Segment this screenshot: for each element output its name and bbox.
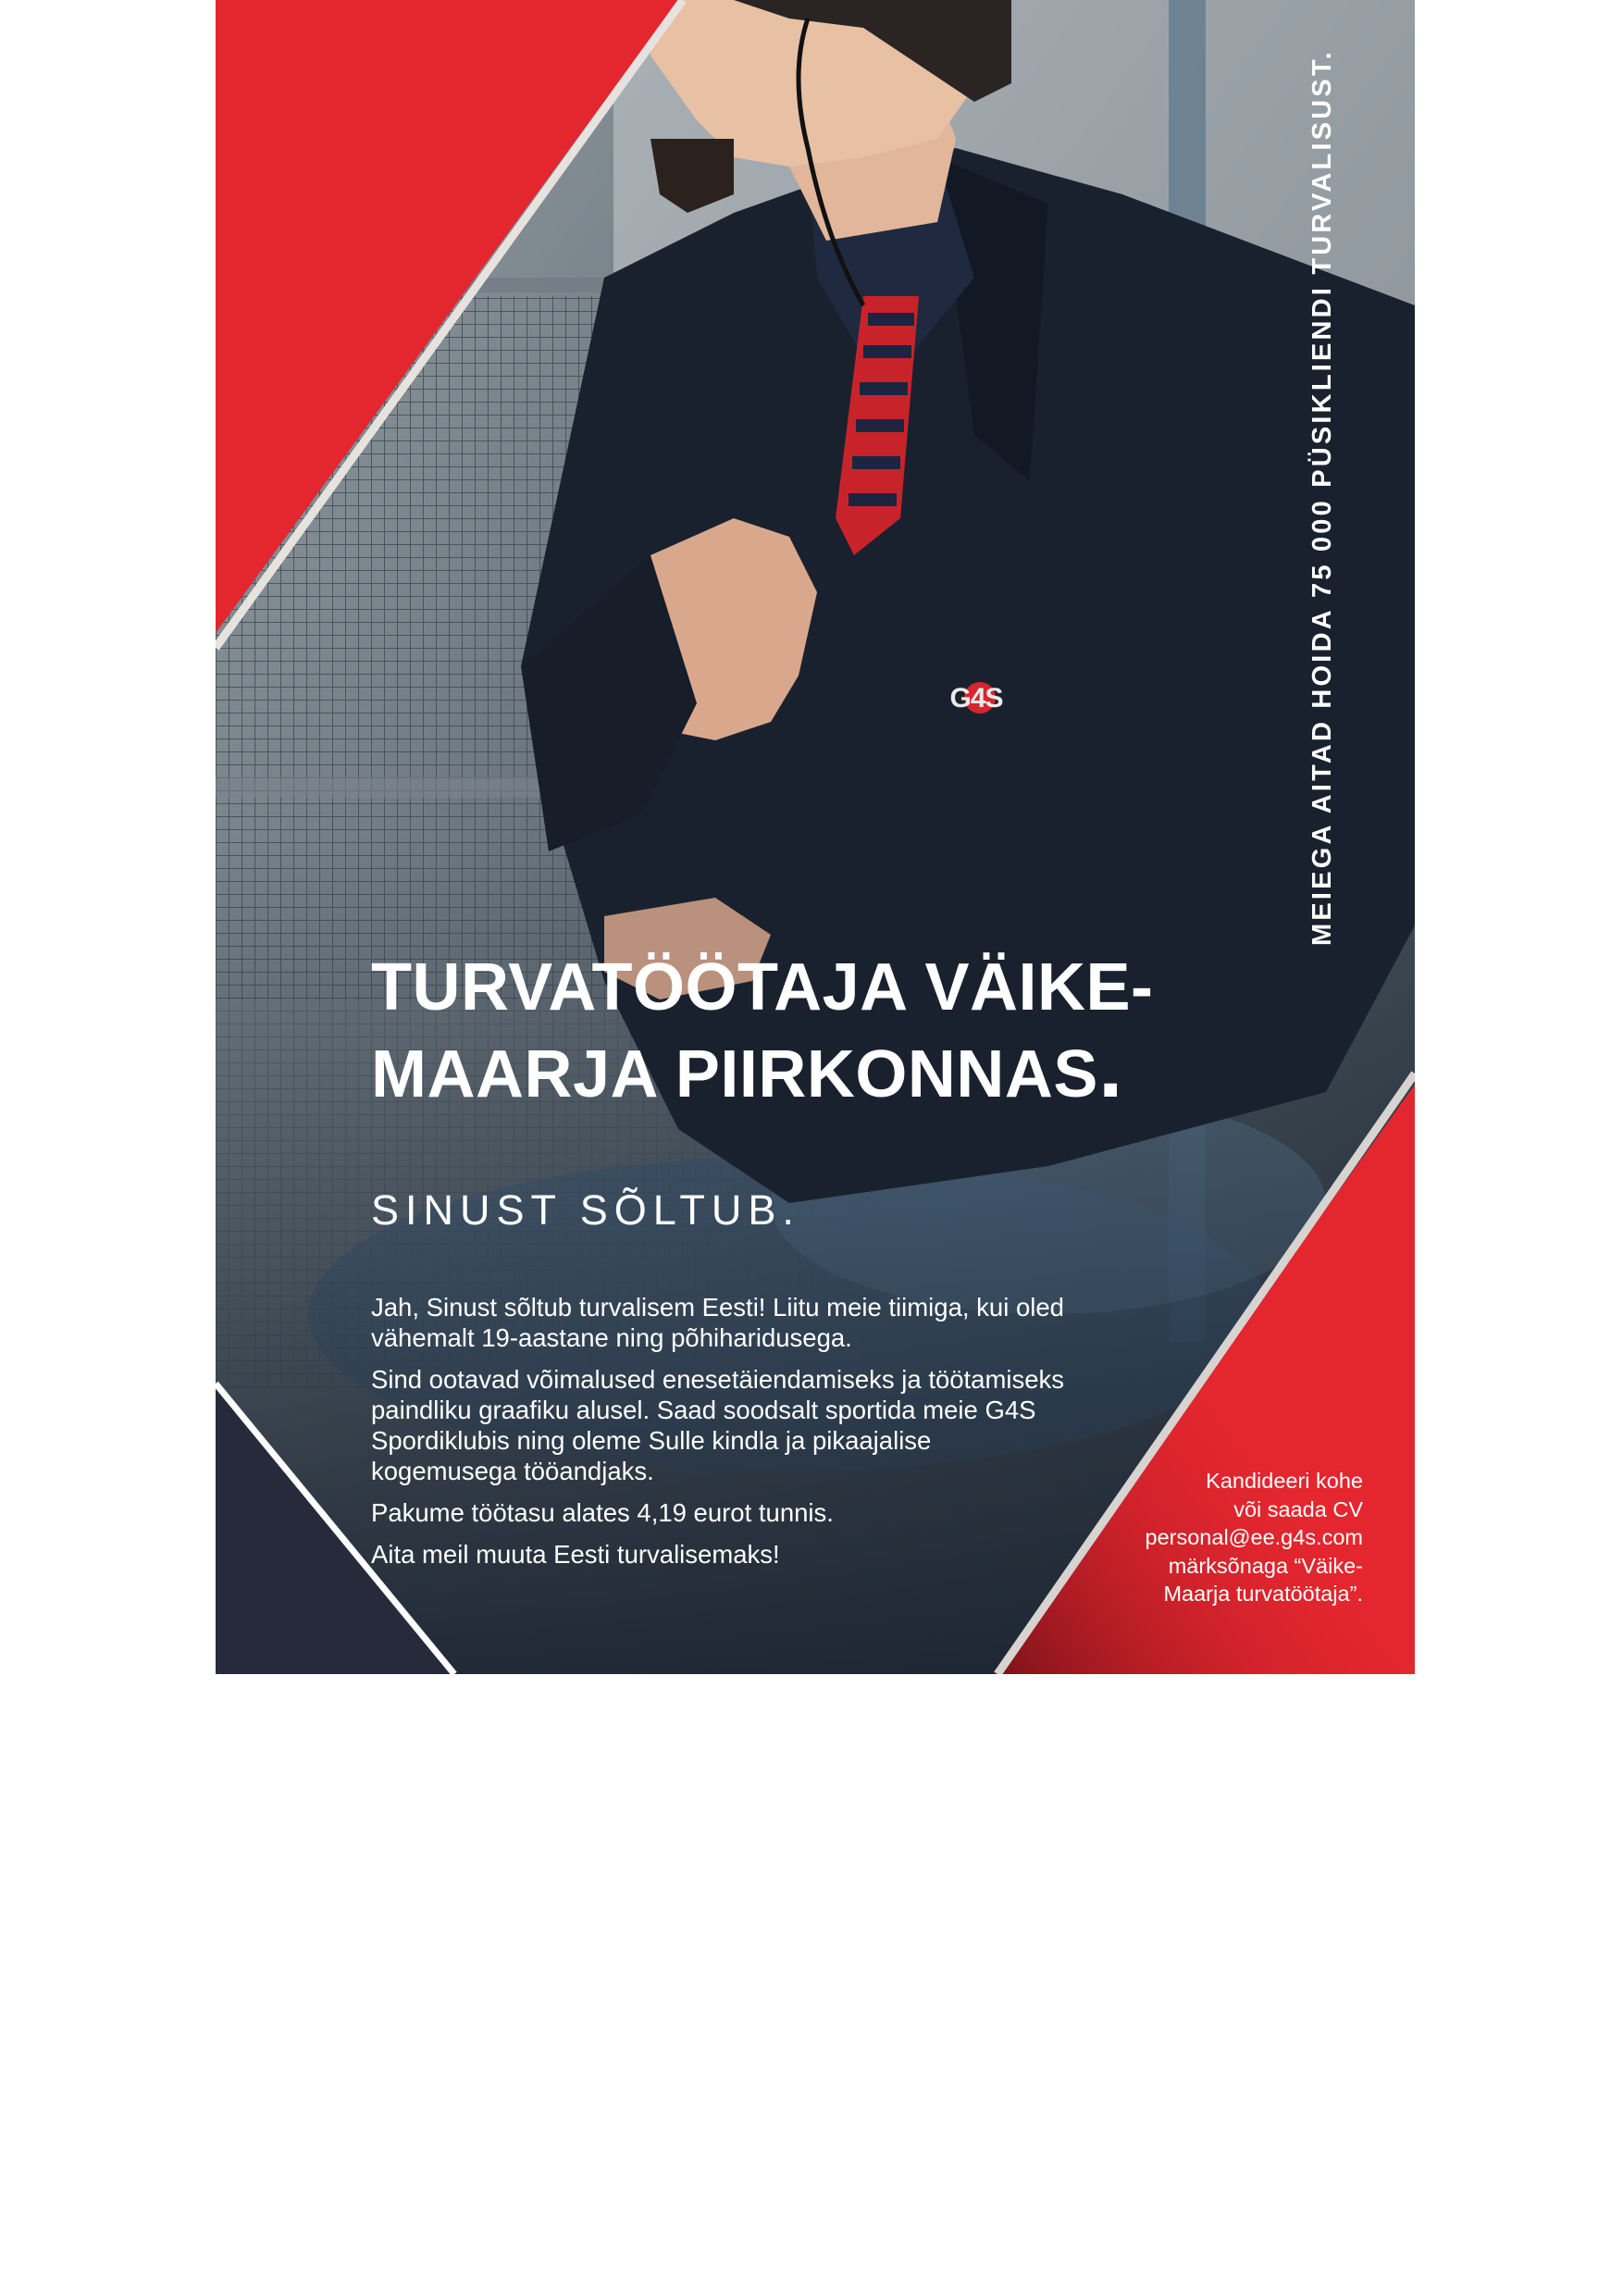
- cta-email-link[interactable]: personal@ee.g4s.com: [1145, 1525, 1363, 1549]
- poster-subheadline: SINUST SÕLTUB.: [371, 1186, 800, 1234]
- job-poster: [216, 0, 1415, 1674]
- application-cta: [1067, 1467, 1363, 1608]
- body-paragraph-salary: Pakume töötasu alates 4,19 eurot tunnis.: [371, 1498, 834, 1527]
- headline-line-2-text: MAARJA PIIRKONNAS: [371, 1037, 1098, 1111]
- cta-line: Kandideeri kohe: [1206, 1469, 1363, 1493]
- headline-line-2: [371, 1017, 1204, 1118]
- svg-text:G4S: G4S: [949, 683, 1003, 714]
- poster-body: [371, 1292, 1074, 1581]
- g4s-logo: [932, 676, 1021, 720]
- body-paragraph-call: Aita meil muuta Eesti turvalisemaks!: [371, 1540, 780, 1569]
- headline-dot: .: [1097, 1017, 1124, 1116]
- cta-line: või saada CV: [1233, 1496, 1363, 1521]
- body-paragraph-benefits: Sind ootavad võimalused enesetäiendamiseks ja töötamiseks paindliku graafiku alusel. Saad soodsalt sportida meie G4S Spordiklubis ning oleme Sulle kindla ja pikaajalise kogemusega tööandjaks.: [371, 1365, 1065, 1485]
- headline-line-1: TURVATÖÖTAJA VÄIKE-: [371, 950, 1154, 1024]
- cta-line: märksõnaga “Väike-: [1168, 1553, 1363, 1578]
- cta-line: Maarja turvatöötaja”.: [1163, 1582, 1363, 1606]
- poster-headline: [371, 944, 1204, 1118]
- body-paragraph-intro: Jah, Sinust sõltub turvalisem Eesti! Liitu meie tiimiga, kui oled vähemalt 19-aastane ning põhiharidusega.: [371, 1293, 1064, 1352]
- vertical-tagline: MEIEGA AITAD HOIDA 75 000 PÜSIKLIENDI TURVALISUST.: [1307, 49, 1337, 946]
